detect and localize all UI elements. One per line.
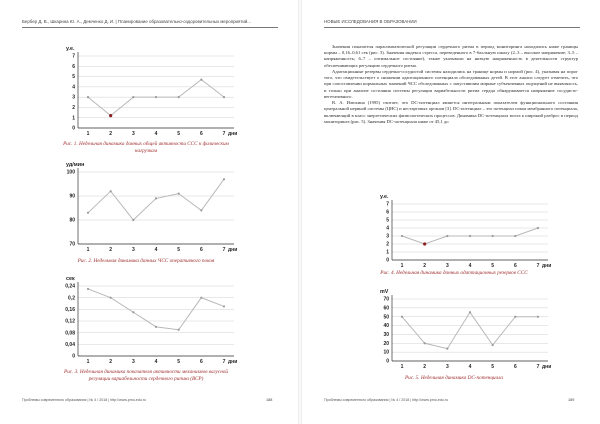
- data-point: [514, 316, 516, 318]
- x-tick-label: 6: [513, 364, 517, 370]
- data-point: [537, 316, 539, 318]
- left-page: [0, 0, 296, 424]
- y-tick-label: 7: [386, 201, 389, 208]
- y-tick-label: 5: [386, 217, 389, 224]
- data-point: [537, 227, 539, 229]
- data-point: [155, 326, 157, 328]
- x-tick-label: 7: [536, 263, 540, 269]
- right-header-rule: [324, 27, 580, 28]
- data-point: [223, 178, 225, 180]
- y-tick-label: 0: [72, 353, 75, 360]
- y-tick-label: 0: [386, 358, 389, 365]
- data-point: [110, 190, 112, 192]
- x-tick-label: 4: [154, 247, 158, 253]
- y-tick-label: 5: [72, 74, 75, 81]
- figure-2-caption: Рис. 2. Недельная динамика данных ЧСС оперативного покоя: [77, 258, 215, 264]
- x-tick-label: 7: [222, 247, 226, 253]
- data-point: [446, 348, 448, 350]
- x-tick-label: 1: [86, 247, 90, 253]
- article-body-top: [324, 44, 578, 125]
- y-axis-label: уд/мин: [66, 162, 85, 168]
- figure-3-caption: Рис. 3. Недельная динамика показателя активности механизмов вагусной регуляции вариабельности сердечного ритма (ВСР): [64, 369, 228, 382]
- data-point: [132, 219, 134, 221]
- x-tick-label: 4: [468, 263, 472, 269]
- highlight-point: [109, 114, 112, 117]
- chart-weekly-dc-potential: [362, 285, 562, 375]
- data-point: [223, 96, 225, 98]
- data-point: [87, 288, 89, 290]
- left-running-head: Бербер Д. В., Шкарина Ю. А., Демченко Д. И. | Планирование образовательно-оздоровительных мероприятий...: [22, 19, 251, 24]
- x-axis-label: дни: [228, 131, 238, 137]
- x-tick-label: 6: [199, 359, 203, 365]
- y-tick-label: 60: [383, 305, 389, 312]
- x-tick-label: 6: [513, 263, 517, 269]
- chart-weekly-vagus-regulation: [48, 272, 248, 370]
- y-axis-label: у.е.: [380, 194, 389, 200]
- y-tick-label: 0,24: [65, 283, 75, 290]
- y-tick-label: 0,16: [65, 306, 75, 313]
- y-tick-label: 2: [72, 105, 75, 112]
- y-tick-label: 0,12: [65, 318, 75, 325]
- data-point: [469, 235, 471, 237]
- y-tick-label: 30: [383, 332, 389, 339]
- data-point: [178, 96, 180, 98]
- left-page-number: 188: [266, 398, 273, 402]
- y-tick-label: 0: [72, 125, 75, 132]
- x-tick-label: 5: [491, 364, 495, 370]
- x-tick-label: 3: [131, 247, 135, 253]
- x-tick-label: 1: [400, 364, 404, 370]
- x-tick-label: 1: [86, 131, 90, 137]
- data-point: [155, 96, 157, 98]
- data-point: [492, 235, 494, 237]
- x-tick-label: 3: [445, 263, 449, 269]
- y-tick-label: 3: [386, 233, 389, 240]
- y-tick-label: 3: [72, 94, 75, 101]
- y-tick-label: 0,2: [68, 295, 75, 302]
- data-point: [155, 197, 157, 199]
- paragraph: Значения показателя парасимпатической регуляции сердечного ритма в период мониторинга находились ниже границы нормы – 0,16–0,61 сек (рис. 3). Значения индекса стресса, переведенного в 7-балльную шкалу (2–3 – высокое напряжение; 3–5 – напряженность; 6–7 – оптимальное состояние), также указывали на низкую напряженность в деятельности структур обеспечивающих регуляцию сердечного ритма.: [324, 44, 578, 68]
- y-axis-label: mV: [380, 289, 389, 295]
- x-tick-label: 3: [445, 364, 449, 370]
- x-tick-label: 7: [222, 131, 226, 137]
- y-tick-label: 2: [386, 241, 389, 248]
- y-axis-label: у.е.: [66, 46, 75, 52]
- data-point: [178, 193, 180, 195]
- y-tick-label: 0,04: [65, 341, 75, 348]
- data-point: [514, 235, 516, 237]
- y-tick-label: 0: [386, 257, 389, 264]
- data-point: [87, 212, 89, 214]
- x-axis-label: дни: [542, 263, 552, 269]
- y-tick-label: 40: [383, 323, 389, 330]
- y-tick-label: 7: [72, 53, 75, 60]
- data-point: [178, 329, 180, 331]
- y-tick-label: 1: [386, 249, 389, 256]
- data-point: [132, 311, 134, 313]
- x-tick-label: 6: [199, 131, 203, 137]
- data-point: [200, 79, 202, 81]
- data-point: [110, 297, 112, 299]
- x-tick-label: 4: [154, 359, 158, 365]
- data-point: [469, 311, 471, 313]
- x-tick-label: 1: [400, 263, 404, 269]
- x-tick-label: 5: [177, 359, 181, 365]
- x-tick-label: 3: [131, 131, 135, 137]
- x-tick-label: 5: [177, 131, 181, 137]
- data-point: [87, 96, 89, 98]
- right-running-head: НОВЫЕ ИССЛЕДОВАНИЯ В ОБРАЗОВАНИИ: [324, 19, 417, 24]
- x-tick-label: 2: [423, 364, 427, 370]
- chart-weekly-heart-rate: [48, 158, 248, 258]
- paragraph: Адаптационные резервы сердечно-сосудистой системы находились на границе нормы и нормой (рис. 4), указывая на порог того, что свидетельствует о снижении адаптационного потенциала обследованных детей. В этот анализ следует отметить, что при сопоставлении нормальных значений ЧСС обследованных с запустившим мирные субъективных ощущений не выявлялось, и только при анализе состояния системы регуляции вариабельности ритма сердца обнаруживается напряжение сосудисто-вегетативного.: [324, 68, 578, 99]
- y-tick-label: 10: [383, 349, 389, 356]
- y-tick-label: 50: [383, 314, 389, 321]
- right-footer: Проблемы современного образования | № 4 / 2018 | http://www.pmo-edu.ru: [324, 398, 449, 402]
- data-point: [401, 235, 403, 237]
- data-point: [401, 316, 403, 318]
- x-tick-label: 2: [109, 131, 113, 137]
- y-tick-label: 100: [66, 169, 75, 176]
- x-tick-label: 2: [109, 247, 113, 253]
- y-axis-label: сек: [66, 276, 75, 282]
- figure-1-caption: Рис. 1. Недельная динамика данных общей активности ССС к физическим нагрузкам: [63, 141, 229, 154]
- chart-weekly-adaptation-reserves: [362, 190, 562, 274]
- highlight-point: [423, 242, 426, 245]
- data-point: [200, 297, 202, 299]
- x-tick-label: 7: [536, 364, 540, 370]
- x-tick-label: 1: [86, 359, 90, 365]
- series-line: [88, 179, 224, 220]
- x-axis-label: дни: [228, 247, 238, 253]
- x-tick-label: 5: [491, 263, 495, 269]
- data-point: [132, 96, 134, 98]
- left-header-rule: [22, 27, 278, 28]
- y-tick-label: 70: [69, 241, 75, 248]
- right-page: [304, 0, 600, 424]
- chart-weekly-ccc-activity: [48, 42, 248, 142]
- figure-5-caption: Рис. 5. Недельная динамика DC-потенциала: [404, 375, 504, 381]
- x-axis-label: дни: [228, 359, 238, 365]
- y-tick-label: 1: [72, 115, 75, 122]
- figure-4-caption: Рис. 4. Недельная динамика данных адаптационных резервов ССС: [380, 270, 528, 276]
- x-axis-label: дни: [542, 364, 552, 370]
- left-footer: Проблемы современного образования | № 4 / 2018 | http://www.pmo-edu.ru: [22, 398, 147, 402]
- data-point: [424, 342, 426, 344]
- y-tick-label: 6: [386, 209, 389, 216]
- x-tick-label: 4: [154, 131, 158, 137]
- y-tick-label: 70: [383, 296, 389, 303]
- paragraph: В. А. Илюхина (1995) считает, что DC-потенциал является интегральным показателем функционального состояния центральной нервной системы (ЦНС) и нестартовых органов [3]. DC-потенциал – это потенциал покоя мембранного потенциала, включающий в класс энергетических физиологических процессов. Динамика DC-потенциала мозга к широкий разброс в период мониторинга (рис. 5). Значения DC-потенциала ниже от 45,1 до: [324, 100, 578, 124]
- y-tick-label: 4: [72, 84, 75, 91]
- y-tick-label: 20: [383, 340, 389, 347]
- book-spine: [298, 0, 302, 424]
- x-tick-label: 2: [423, 263, 427, 269]
- right-page-number: 189: [568, 398, 575, 402]
- data-point: [200, 209, 202, 211]
- y-tick-label: 0,08: [65, 330, 75, 337]
- x-tick-label: 7: [222, 359, 226, 365]
- x-tick-label: 4: [468, 364, 472, 370]
- data-point: [492, 344, 494, 346]
- y-tick-label: 90: [69, 193, 75, 200]
- y-tick-label: 4: [386, 225, 389, 232]
- data-point: [223, 305, 225, 307]
- x-tick-label: 3: [131, 359, 135, 365]
- x-tick-label: 5: [177, 247, 181, 253]
- y-tick-label: 80: [69, 217, 75, 224]
- data-point: [446, 235, 448, 237]
- y-tick-label: 6: [72, 63, 75, 70]
- x-tick-label: 6: [199, 247, 203, 253]
- x-tick-label: 2: [109, 359, 113, 365]
